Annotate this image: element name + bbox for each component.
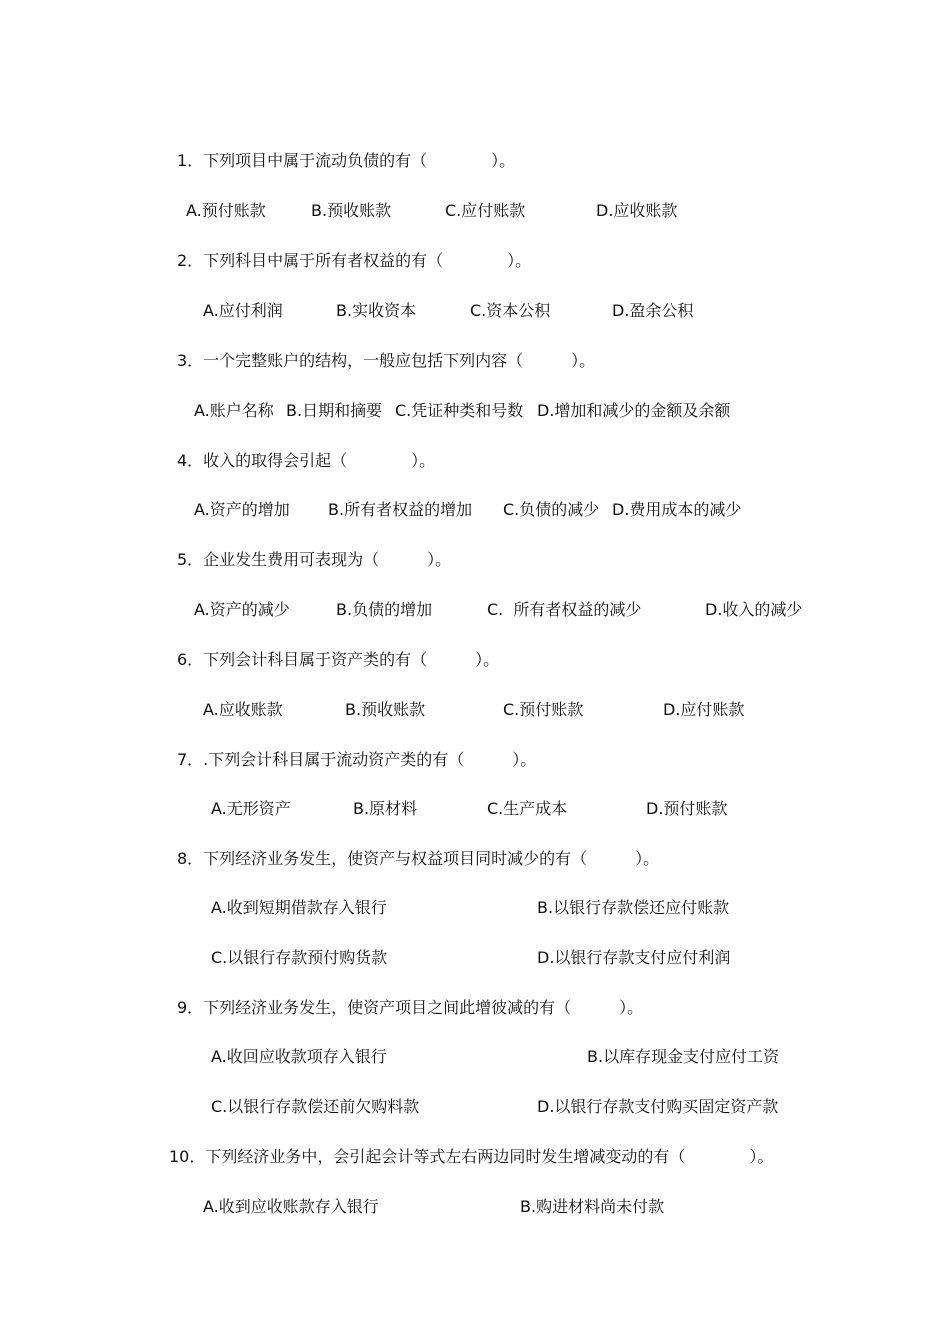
option-d: D.预付账款 <box>646 799 728 818</box>
option-d: D.以银行存款支付购买固定资产款 <box>537 1097 779 1116</box>
option-a: A.收到应收账款存入银行 <box>203 1197 379 1216</box>
question-stem: 8．下列经济业务发生，使资产与权益项目同时减少的有（ ）。 <box>177 849 660 868</box>
option-b: B.实收资本 <box>336 301 417 320</box>
option-b: B.预收账款 <box>345 700 426 719</box>
option-b: B.日期和摘要 <box>286 401 383 420</box>
option-b: B.购进材料尚未付款 <box>520 1197 665 1216</box>
question-stem: 9．下列经济业务发生，使资产项目之间此增彼减的有（ ）。 <box>177 998 644 1017</box>
option-c: C.以银行存款预付购货款 <box>211 948 388 967</box>
question-stem: 6．下列会计科目属于资产类的有（ ）。 <box>177 650 500 669</box>
option-c: C.预付账款 <box>503 700 584 719</box>
option-d: D.应付账款 <box>663 700 745 719</box>
option-a: A.应付利润 <box>203 301 283 320</box>
question-stem: 7．.下列会计科目属于流动资产类的有（ ）。 <box>177 750 537 769</box>
option-b: B.所有者权益的增加 <box>328 500 473 519</box>
option-b: B.以银行存款偿还应付账款 <box>537 898 730 917</box>
option-d: D.盈余公积 <box>612 301 694 320</box>
question-stem: 2．下列科目中属于所有者权益的有（ ）。 <box>177 251 532 270</box>
option-a: A.应收账款 <box>203 700 283 719</box>
option-c: C.资本公积 <box>470 301 551 320</box>
question-stem: 4．收入的取得会引起（ ）。 <box>177 451 436 470</box>
option-c: C. 所有者权益的减少 <box>487 600 642 619</box>
option-c: C.负债的减少 <box>503 500 600 519</box>
option-a: A.账户名称 <box>194 401 274 420</box>
question-stem: 5．企业发生费用可表现为（ ）。 <box>177 550 452 569</box>
option-d: D.增加和减少的金额及余额 <box>537 401 731 420</box>
question-stem: 10．下列经济业务中，会引起会计等式左右两边同时发生增减变动的有（ ）。 <box>169 1147 774 1166</box>
option-d: D.以银行存款支付应付利润 <box>537 948 731 967</box>
option-a: A.无形资产 <box>211 799 291 818</box>
option-a: A.资产的减少 <box>194 600 290 619</box>
question-stem: 1．下列项目中属于流动负债的有（ ）。 <box>177 151 516 170</box>
option-b: B.原材料 <box>353 799 418 818</box>
option-b: B.预收账款 <box>311 201 392 220</box>
option-d: D.收入的减少 <box>705 600 803 619</box>
option-b: B.负债的增加 <box>336 600 433 619</box>
option-d: D.费用成本的减少 <box>612 500 742 519</box>
option-a: A.收回应收款项存入银行 <box>211 1047 387 1066</box>
option-c: C.凭证种类和号数 <box>395 401 524 420</box>
option-a: A.资产的增加 <box>194 500 290 519</box>
option-a: A.预付账款 <box>186 201 266 220</box>
option-b: B.以库存现金支付应付工资 <box>587 1047 780 1066</box>
option-c: C.以银行存款偿还前欠购料款 <box>211 1097 420 1116</box>
option-d: D.应收账款 <box>596 201 678 220</box>
option-a: A.收到短期借款存入银行 <box>211 898 387 917</box>
question-stem: 3．一个完整账户的结构，一般应包括下列内容（ ）。 <box>177 351 596 370</box>
option-c: C.生产成本 <box>487 799 568 818</box>
option-c: C.应付账款 <box>445 201 526 220</box>
